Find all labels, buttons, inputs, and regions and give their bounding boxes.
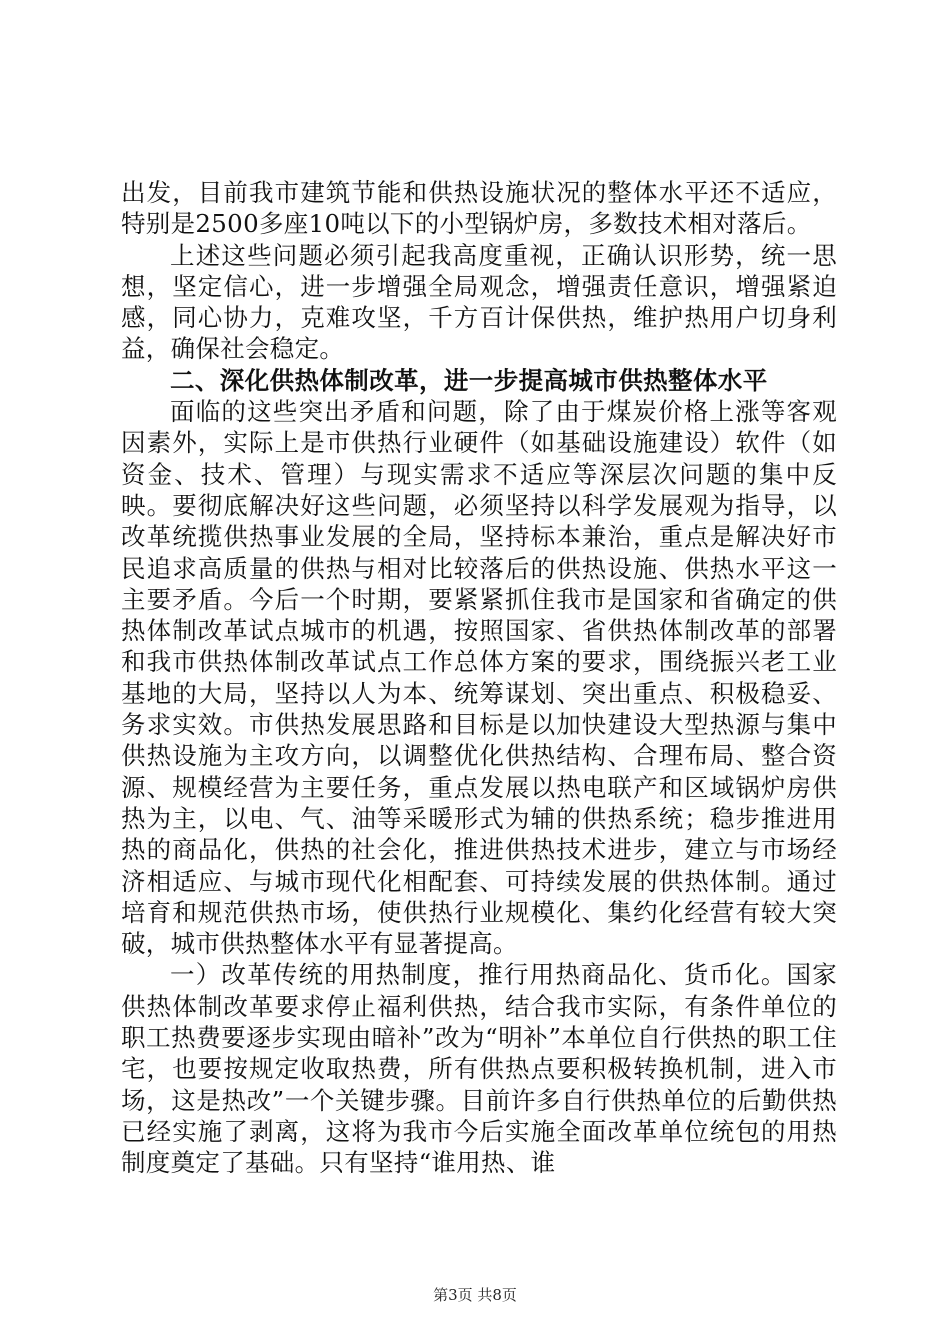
section-heading: 二、深化供热体制改革，进一步提高城市供热整体水平 [170,365,768,395]
paragraph-problems-attention: 上述这些问题必须引起我高度重视，正确认识形势，统一思想，坚定信心，进一步增强全局观念，增强责任意识，增强紧迫感，同心协力，克难攻坚，千方百计保供热，维护热用户切身利益，确保社会稳定。 [121,240,837,364]
paragraph-reform-goals: 面临的这些突出矛盾和问题，除了由于煤炭价格上涨等客观因素外，实际上是市供热行业硬件（如基础设施建设）软件（如资金、技术、管理）与现实需求不适应等深层次问题的集中反映。要彻底解决好这些问题，必须坚持以科学发展观为指导，以改革统揽供热事业发展的全局，坚持标本兼治，重点是解决好市民追求高质量的供热与相对比较落后的供热设施、供热水平这一主要矛盾。今后一个时期，要紧紧抓住我市是国家和省确定的供热体制改革试点城市的机遇，按照国家、省供热体制改革的部署和我市供热体制改革试点工作总体方案的要求，围绕振兴老工业基地的大局，坚持以人为本、统筹谋划、突出重点、积极稳妥、务求实效。市供热发展思路和目标是以加快建设大型热源与集中供热设施为主攻方向，以调整优化供热结构、合理布局、整合资源、规模经营为主要任务，重点发展以热电联产和区域锅炉房供热为主，以电、气、油等采暖形式为辅的供热系统；稳步推进用热的商品化，供热的社会化，推进供热技术进步，建立与市场经济相适应、与城市现代化相配套、可持续发展的供热体制。通过培育和规范供热市场，使供热行业规模化、集约化经营有较大突破，城市供热整体水平有显著提高。 [121,397,837,959]
paragraph-continuation: 出发，目前我市建筑节能和供热设施状况的整体水平还不适应，特别是2500多座10吨以下的小型锅炉房，多数技术相对落后。 [121,178,837,239]
document-body [121,177,837,1179]
page-number-footer: 第3页 共8页 [433,1286,517,1304]
paragraph-heat-commercialization: 一）改革传统的用热制度，推行用热商品化、货币化。国家供热体制改革要求停止福利供热，结合我市实际，有条件单位的职工热费要逐步实现由暗补”改为“明补”本单位自行供热的职工住宅，也要按规定收取热费，所有供热点要积极转换机制，进入市场，这是热改”一个关键步骤。目前许多自行供热单位的后勤供热已经实施了剥离，这将为我市今后实施全面改革单位统包的用热制度奠定了基础。只有坚持“谁用热、谁 [121,960,837,1178]
